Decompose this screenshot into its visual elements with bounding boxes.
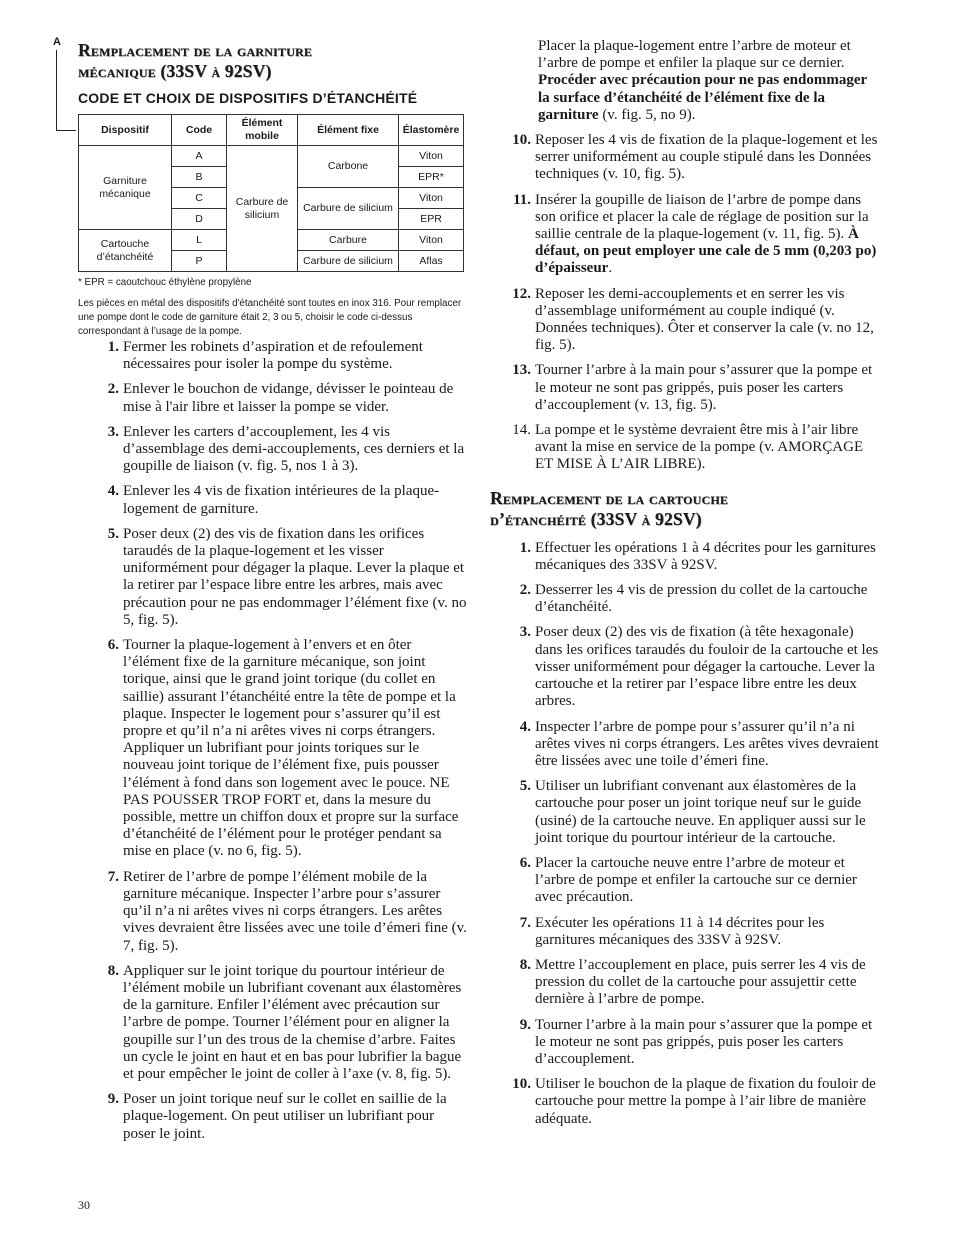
cell-device-cartouche: Cartouche d’étanchéité xyxy=(79,230,172,272)
title-line-1: Remplacement de la garniture xyxy=(78,40,313,60)
step-text: Mettre l’accouplement en place, puis serrer les 4 vis de pression du collet de la cartouche pour assujettir cette dernière à l’arbre de pompe. xyxy=(535,956,866,1008)
step-text: Enlever les 4 vis de fixation intérieures de la plaque-logement de garniture. xyxy=(123,483,440,517)
col-header-fixe: Élément fixe xyxy=(298,115,399,146)
step-number: 5. xyxy=(107,525,119,542)
step-number: 9. xyxy=(519,1016,531,1033)
step-text: Tourner l’arbre à la main pour s’assurer que la pompe et le moteur ne sont pas grippés, puis poser les carters d’accouplement (v. 13, fig. 5). xyxy=(535,362,873,413)
list-item xyxy=(490,1076,882,1128)
step-number: 1. xyxy=(519,539,531,556)
cell-code: C xyxy=(172,188,227,209)
margin-marker-tick xyxy=(56,130,76,131)
margin-marker-line xyxy=(56,50,57,130)
list-item xyxy=(78,869,468,955)
step-text: Poser deux (2) des vis de fixation dans les orifices taraudés de la plaque-logement et les visser uniformément pour dégager la plaque. Lever la plaque et la retirer par l’espace libre entre les arbres, mais avec précaution pour ne pas endommager l’élément fixe (v. no 5, fig. 5). xyxy=(123,525,467,628)
list-item xyxy=(490,957,882,1009)
step-9-continuation xyxy=(490,38,882,124)
cell-device-garniture: Garniture mécanique xyxy=(79,146,172,230)
step-text: Reposer les 4 vis de fixation de la plaque-logement et les serrer uniformément au couple stipulé dans les Données techniques (v. 10, fig. 5). xyxy=(535,132,878,183)
list-item xyxy=(490,132,882,184)
table-header-row xyxy=(79,115,464,146)
step-text: Enlever les carters d’accouplement, les 4 vis d’assemblage des demi-accouplements, ces derniers et la goupille de liaison (v. fig. 5, nos 1 à 3). xyxy=(123,423,465,475)
title-line-1: Remplacement de la cartouche xyxy=(490,487,729,508)
step-number: 6. xyxy=(107,637,119,654)
procedure-steps-garniture xyxy=(78,339,468,1143)
step-warning: À défaut, on peut employer une cale de 5 mm (0,203 po) d’épaisseur xyxy=(535,226,877,277)
step-text: Tourner l’arbre à la main pour s’assurer que la pompe et le moteur ne sont pas grippés, puis poser les carters d’accouplement. xyxy=(535,1016,873,1067)
step-text: Utiliser le bouchon de la plaque de fixation du fouloir de cartouche pour mettre la pompe à l’air libre de manière adéquate. xyxy=(535,1076,876,1127)
list-item xyxy=(490,1017,882,1069)
list-item xyxy=(78,963,468,1083)
step-number: 1. xyxy=(107,339,119,355)
cell-elastomere: EPR xyxy=(399,209,464,230)
step-number: 7. xyxy=(107,868,119,885)
list-item xyxy=(490,778,882,847)
table-note: Les pièces en métal des dispositifs d'étanchéité sont toutes en inox 316. Pour remplacer une pompe dont le code de garniture était 2, 3 ou 5, choisir le code ci-dessus correspondant à l’usage de la pompe. xyxy=(78,298,462,337)
step-number: 8. xyxy=(107,962,119,979)
step-number: 12. xyxy=(512,285,531,302)
table-row xyxy=(79,146,464,167)
step-text: Reposer les demi-accouplements et en serrer les vis d’assemblage uniformément au couple indiqué (v. Données techniques). Ôter et conserver la cale (v. no 12, fig. 5). xyxy=(535,285,874,354)
continuation-ref: (v. fig. 5, no 9). xyxy=(602,106,696,123)
continuation-warning: Procéder avec précaution pour ne pas endommager la surface d’étanchéité de l’élément fixe de la garniture xyxy=(538,72,867,123)
cell-elastomere: EPR* xyxy=(399,167,464,188)
cell-code: A xyxy=(172,146,227,167)
cell-element-fixe: Carbure xyxy=(298,230,399,251)
list-item xyxy=(490,719,882,771)
list-item xyxy=(490,362,882,414)
list-item xyxy=(490,624,882,710)
procedure-steps-cartouche xyxy=(490,540,882,1128)
cell-code: L xyxy=(172,230,227,251)
step-text: Enlever le bouchon de vidange, dévisser le pointeau de mise à l'air libre et laisser la pompe se vider. xyxy=(123,381,454,415)
list-item xyxy=(490,422,882,474)
step-number: 13. xyxy=(512,362,531,379)
step-text: Effectuer les opérations 1 à 4 décrites pour les garnitures mécaniques des 33SV à 92SV. xyxy=(535,539,876,573)
right-column xyxy=(490,38,882,1136)
cell-elastomere: Viton xyxy=(399,146,464,167)
col-header-elastomere: Élastomère xyxy=(399,115,464,146)
title-line-2: d’étanchéité (33SV à 92SV) xyxy=(490,508,702,529)
step-number: 3. xyxy=(107,423,119,440)
cell-elastomere: Viton xyxy=(399,188,464,209)
step-number: 4. xyxy=(107,483,119,500)
section-title-cartouche xyxy=(490,488,882,530)
step-text: Inspecter l’arbre de pompe pour s’assurer qu’il n’a ni arêtes vives ni corps étrangers. Les arêtes vives devraient être lissées avec une toile d’émeri fine. xyxy=(535,718,879,769)
table-heading: CODE ET CHOIX DE DISPOSITIFS D’ÉTANCHÉITÉ xyxy=(78,90,418,106)
seal-code-table xyxy=(78,114,464,272)
cell-element-mobile: Carbure de silicium xyxy=(227,146,298,272)
step-text: Poser deux (2) des vis de fixation (à tête hexagonale) dans les orifices taraudés du fouloir de la cartouche et les visser uniformément pour dégager la cartouche. Lever la cartouche et la retirer par l’espace libre entre les deux arbres. xyxy=(535,624,879,710)
col-header-dispositif: Dispositif xyxy=(79,115,172,146)
list-item xyxy=(78,1091,468,1143)
list-item xyxy=(490,915,882,949)
list-item xyxy=(490,192,882,278)
step-number: 10. xyxy=(512,1076,531,1093)
cell-elastomere: Aflas xyxy=(399,251,464,272)
step-text: La pompe et le système devraient être mis à l’air libre avant la mise en service de la pompe (v. AMORÇAGE ET MISE À L’AIR LIBRE). xyxy=(535,422,864,473)
step-number: 5. xyxy=(519,778,531,795)
cell-element-fixe: Carbure de silicium xyxy=(298,188,399,230)
list-item xyxy=(78,483,468,517)
left-column xyxy=(78,40,468,1151)
list-item xyxy=(490,286,882,355)
step-tail: . xyxy=(608,260,613,277)
section-title-garniture xyxy=(78,40,468,82)
cell-code: D xyxy=(172,209,227,230)
step-number: 10. xyxy=(512,132,531,149)
title-line-2: mécanique (33SV à 92SV) xyxy=(78,61,272,81)
step-number: 9. xyxy=(107,1091,119,1108)
step-text: Placer la cartouche neuve entre l’arbre de moteur et l’arbre de pompe et enfiler la cartouche sur ce dernier avec précaution. xyxy=(535,854,857,906)
list-item xyxy=(78,526,468,629)
step-text: Tourner la plaque-logement à l’envers et en ôter l’élément fixe de la garniture mécanique, son joint torique, ainsi que le grand joint torique (du collet en saillie) assurant l’étanchéité entre la tête de pompe et la plaque. Inspecter le logement pour s’assurer qu’il est propre et qu’il n’a ni arêtes vives ni corps étrangers. Appliquer un lubrifiant pour joints toriques sur le nouveau joint torique de l’élément fixe, puis pousser l’élément à fond dans son logement avec le pouce. NE PAS POUSSER TROP FORT et, dans la mesure du possible, mettre un chiffon doux et propre sur la surface d’étanchéité de l’élément pour le protéger pendant sa mise en place (v. no 6, fig. 5). xyxy=(123,637,459,860)
step-text: Desserrer les 4 vis de pression du collet de la cartouche d’étanchéité. xyxy=(535,582,868,616)
step-text: Retirer de l’arbre de pompe l’élément mobile de la garniture mécanique. Inspecter l’arbre pour s’assurer qu’il n’a ni arêtes vives ni corps étrangers. Les arêtes vives devraient être lissées avec une toile d’émeri fine (v. 7, fig. 5). xyxy=(123,868,467,954)
step-text: Fermer les robinets d’aspiration et de refoulement nécessaires pour isoler la pompe du système. xyxy=(123,339,423,373)
step-text: Appliquer sur le joint torique du pourtour intérieur de l’élément mobile un lubrifiant covenant aux élastomères de la garniture. Enfiler l’élément avec précaution sur l’arbre de pompe. Tourner l’élément pour en aligner la goupille sur l’un des trous de la chemise d’arbre. Faites un cycle le joint en haut et en bas pour lubrifier la bague et pour empêcher le joint de coller à l’axe (v. 8, fig. 5). xyxy=(123,962,462,1082)
cell-code: B xyxy=(172,167,227,188)
cell-code: P xyxy=(172,251,227,272)
step-number: 8. xyxy=(519,956,531,973)
step-number: 14. xyxy=(512,422,531,439)
page-number: 30 xyxy=(78,1198,90,1212)
procedure-steps-garniture-cont xyxy=(490,132,882,474)
step-text: Insérer la goupille de liaison de l’arbre de pompe dans son orifice et placer la cale de réglage de position sur la saillie centrale de la plaque-logement (v. 11, fig. 5). xyxy=(535,191,869,243)
step-text: Exécuter les opérations 11 à 14 décrites pour les garnitures mécaniques des 33SV à 92SV. xyxy=(535,914,825,948)
cell-elastomere: Viton xyxy=(399,230,464,251)
step-number: 11. xyxy=(513,191,531,208)
col-header-mobile: Élément mobile xyxy=(227,115,298,146)
table-footnote: * EPR = caoutchouc éthylène propylène xyxy=(78,277,252,288)
step-number: 6. xyxy=(519,854,531,871)
step-text: Utiliser un lubrifiant convenant aux élastomères de la cartouche pour poser un joint torique neuf sur le guide (usiné) de la cartouche neuve. En appliquer aussi sur le joint torique du pourtour intérieur de la cartouche. xyxy=(535,778,866,846)
list-item xyxy=(490,855,882,907)
cell-element-fixe: Carbure de silicium xyxy=(298,251,399,272)
list-item xyxy=(490,540,882,574)
list-item xyxy=(490,582,882,616)
col-header-code: Code xyxy=(172,115,227,146)
list-item xyxy=(78,381,468,415)
step-number: 2. xyxy=(519,582,531,599)
list-item xyxy=(78,637,468,861)
list-item xyxy=(78,424,468,476)
step-number: 3. xyxy=(519,624,531,641)
continuation-text: Placer la plaque-logement entre l’arbre de moteur et l’arbre de pompe et enfiler la plaque sur ce dernier. xyxy=(538,38,851,72)
cell-element-fixe: Carbone xyxy=(298,146,399,188)
margin-marker-label: A xyxy=(53,36,61,48)
step-number: 4. xyxy=(519,718,531,735)
list-item xyxy=(78,339,468,373)
step-number: 2. xyxy=(107,381,119,398)
step-text: Poser un joint torique neuf sur le collet en saillie de la plaque-logement. On peut utiliser un lubrifiant pour poser le joint. xyxy=(123,1091,447,1142)
step-number: 7. xyxy=(519,914,531,931)
